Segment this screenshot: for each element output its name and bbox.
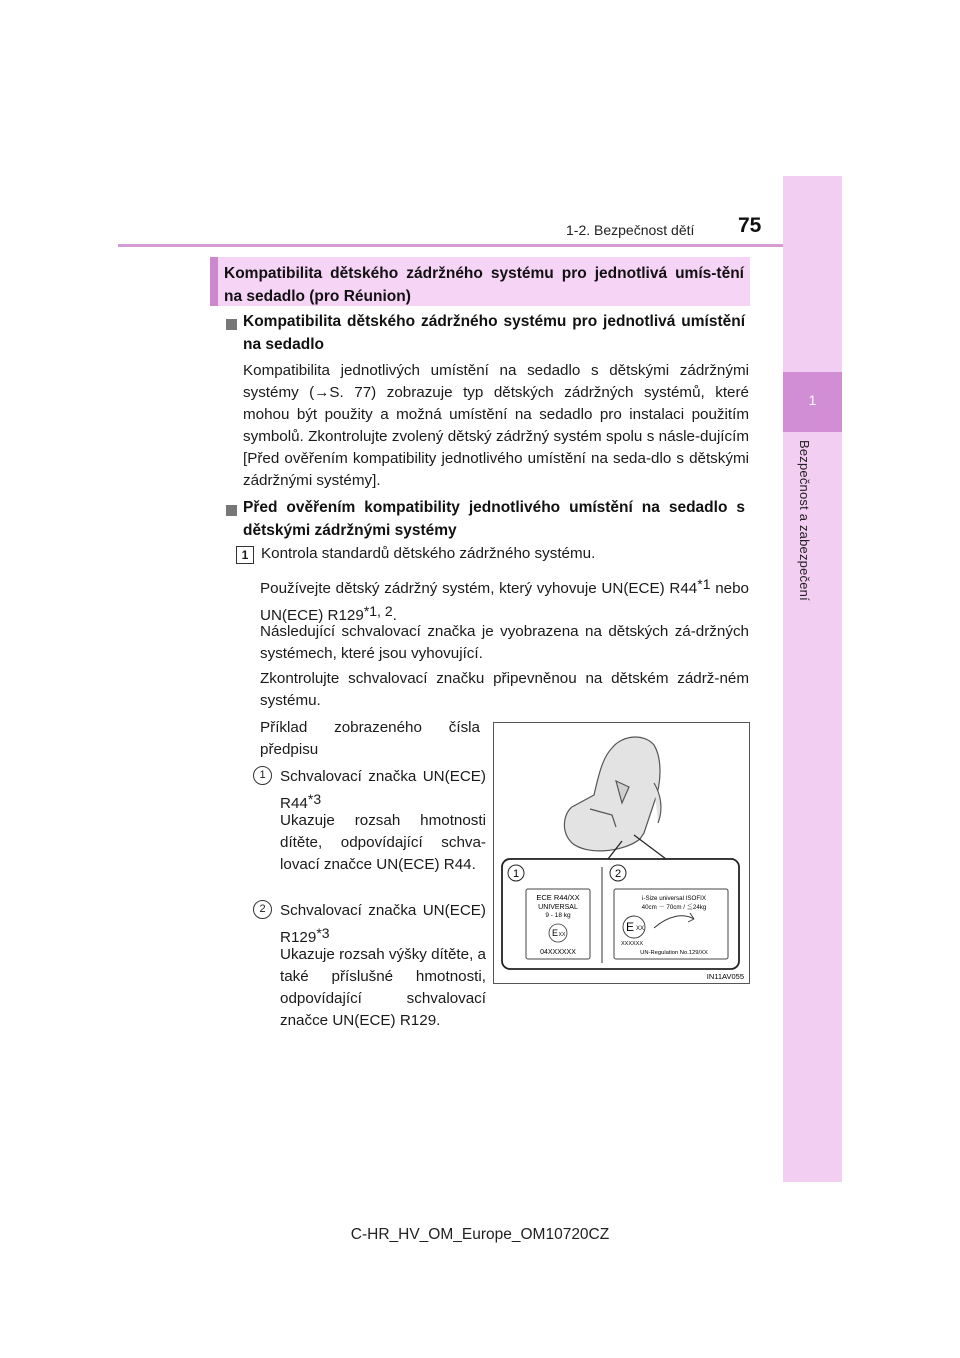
step-title: Kontrola standardů dětského zádržného systému. [261, 545, 596, 562]
figure-label-2: 2 [614, 868, 622, 880]
r129-mark-sub: XX [635, 926, 645, 932]
figure-label-1: 1 [512, 868, 520, 880]
example-caption: Příklad zobrazeného čísla předpisu [260, 719, 480, 758]
step-paragraph: Následující schvalovací značka je vyobrazena na dětských zá-držných systémech, které jsou vyhovující. [260, 623, 749, 662]
page-number: 75 [738, 214, 762, 237]
callout-title: Schvalovací značka UN(ECE) R44*3 [280, 768, 486, 812]
subsection-heading: Kompatibilita dětského zádržného systému pro jednotlivá umístění na sedadlo [243, 313, 745, 353]
r44-category: UNIVERSAL [538, 904, 578, 911]
step-paragraph: Používejte dětský zádržný systém, který vyhovuje UN(ECE) R44*1 nebo UN(ECE) R129*1, 2. [260, 576, 749, 624]
r44-mark-sub: XX [558, 932, 566, 938]
r44-weight: 9 - 18 kg [545, 912, 571, 919]
r129-category: i-Size universal ISOFIX [642, 895, 706, 902]
r129-range: 40cm － 70cm / ≦24kg [641, 904, 707, 911]
footnote-ref: *3 [307, 791, 322, 807]
bullet-icon [226, 505, 237, 516]
bullet-icon [226, 319, 237, 330]
r129-number: XXXXXX [620, 941, 644, 947]
section-title: 1-2. Bezpečnost dětí [566, 222, 695, 238]
callout-description: Ukazuje rozsah výšky dítěte, a také příslušné hmotnosti, odpovídající schvalovací značce UN(ECE) R129. [280, 946, 486, 1029]
child-seat-icon [564, 737, 661, 851]
callout-number: 1 [253, 766, 272, 785]
footnote-ref: *1, 2 [363, 603, 393, 619]
approval-label-illustration [493, 722, 750, 984]
chapter-sidebar [783, 176, 842, 1182]
r44-number: 04XXXXXX [540, 949, 576, 956]
r129-regulation: UN-Regulation No.129/XX [640, 950, 708, 956]
r129-mark: E [625, 920, 635, 934]
child-seat-illustration [494, 723, 749, 983]
section-heading: Kompatibilita dětského zádržného systému pro jednotlivá umís-tění na sedadlo (pro Réunion) [224, 265, 744, 305]
step-number-badge: 1 [236, 546, 254, 564]
callout-description: Ukazuje rozsah hmotnosti dítěte, odpovídající schva-lovací značce UN(ECE) R44. [280, 812, 486, 873]
chapter-number: 1 [808, 392, 817, 408]
r44-mark: E [551, 928, 559, 938]
header-rule [118, 244, 783, 247]
step-paragraph: Zkontrolujte schvalovací značku připevněnou na dětském zádrž-ném systému. [260, 670, 749, 709]
figure-code: IN11AV055 [706, 972, 744, 981]
footnote-ref: *3 [316, 925, 330, 941]
chapter-title: Bezpečnost a zabezpečení [797, 440, 812, 601]
footnote-ref: *1 [697, 576, 711, 592]
subsection-heading: Před ověřením kompatibility jednotlivého umístění na sedadlo s dětskými zádržnými systémy [243, 499, 745, 539]
callout-title: Schvalovací značka UN(ECE) R129*3 [280, 902, 486, 946]
callout-number: 2 [253, 900, 272, 919]
subsection-paragraph: Kompatibilita jednotlivých umístění na sedadlo s dětskými zádržnými systémy (→S. 77) zobrazuje typ dětských zádržných systémů, které mohou být použity a možná umístění na sedadlo pro instalaci použitím symbolů. Zkontrolujte zvolený dětský zádržný systém spolu s násle-dujícím [Před ověřením kompatibility jednotlivého umístění na seda-dlo s dětskými zádržnými systémy]. [243, 362, 749, 489]
r44-standard: ECE R44/XX [536, 893, 580, 902]
document-footer: C-HR_HV_OM_Europe_OM10720CZ [350, 1226, 610, 1243]
